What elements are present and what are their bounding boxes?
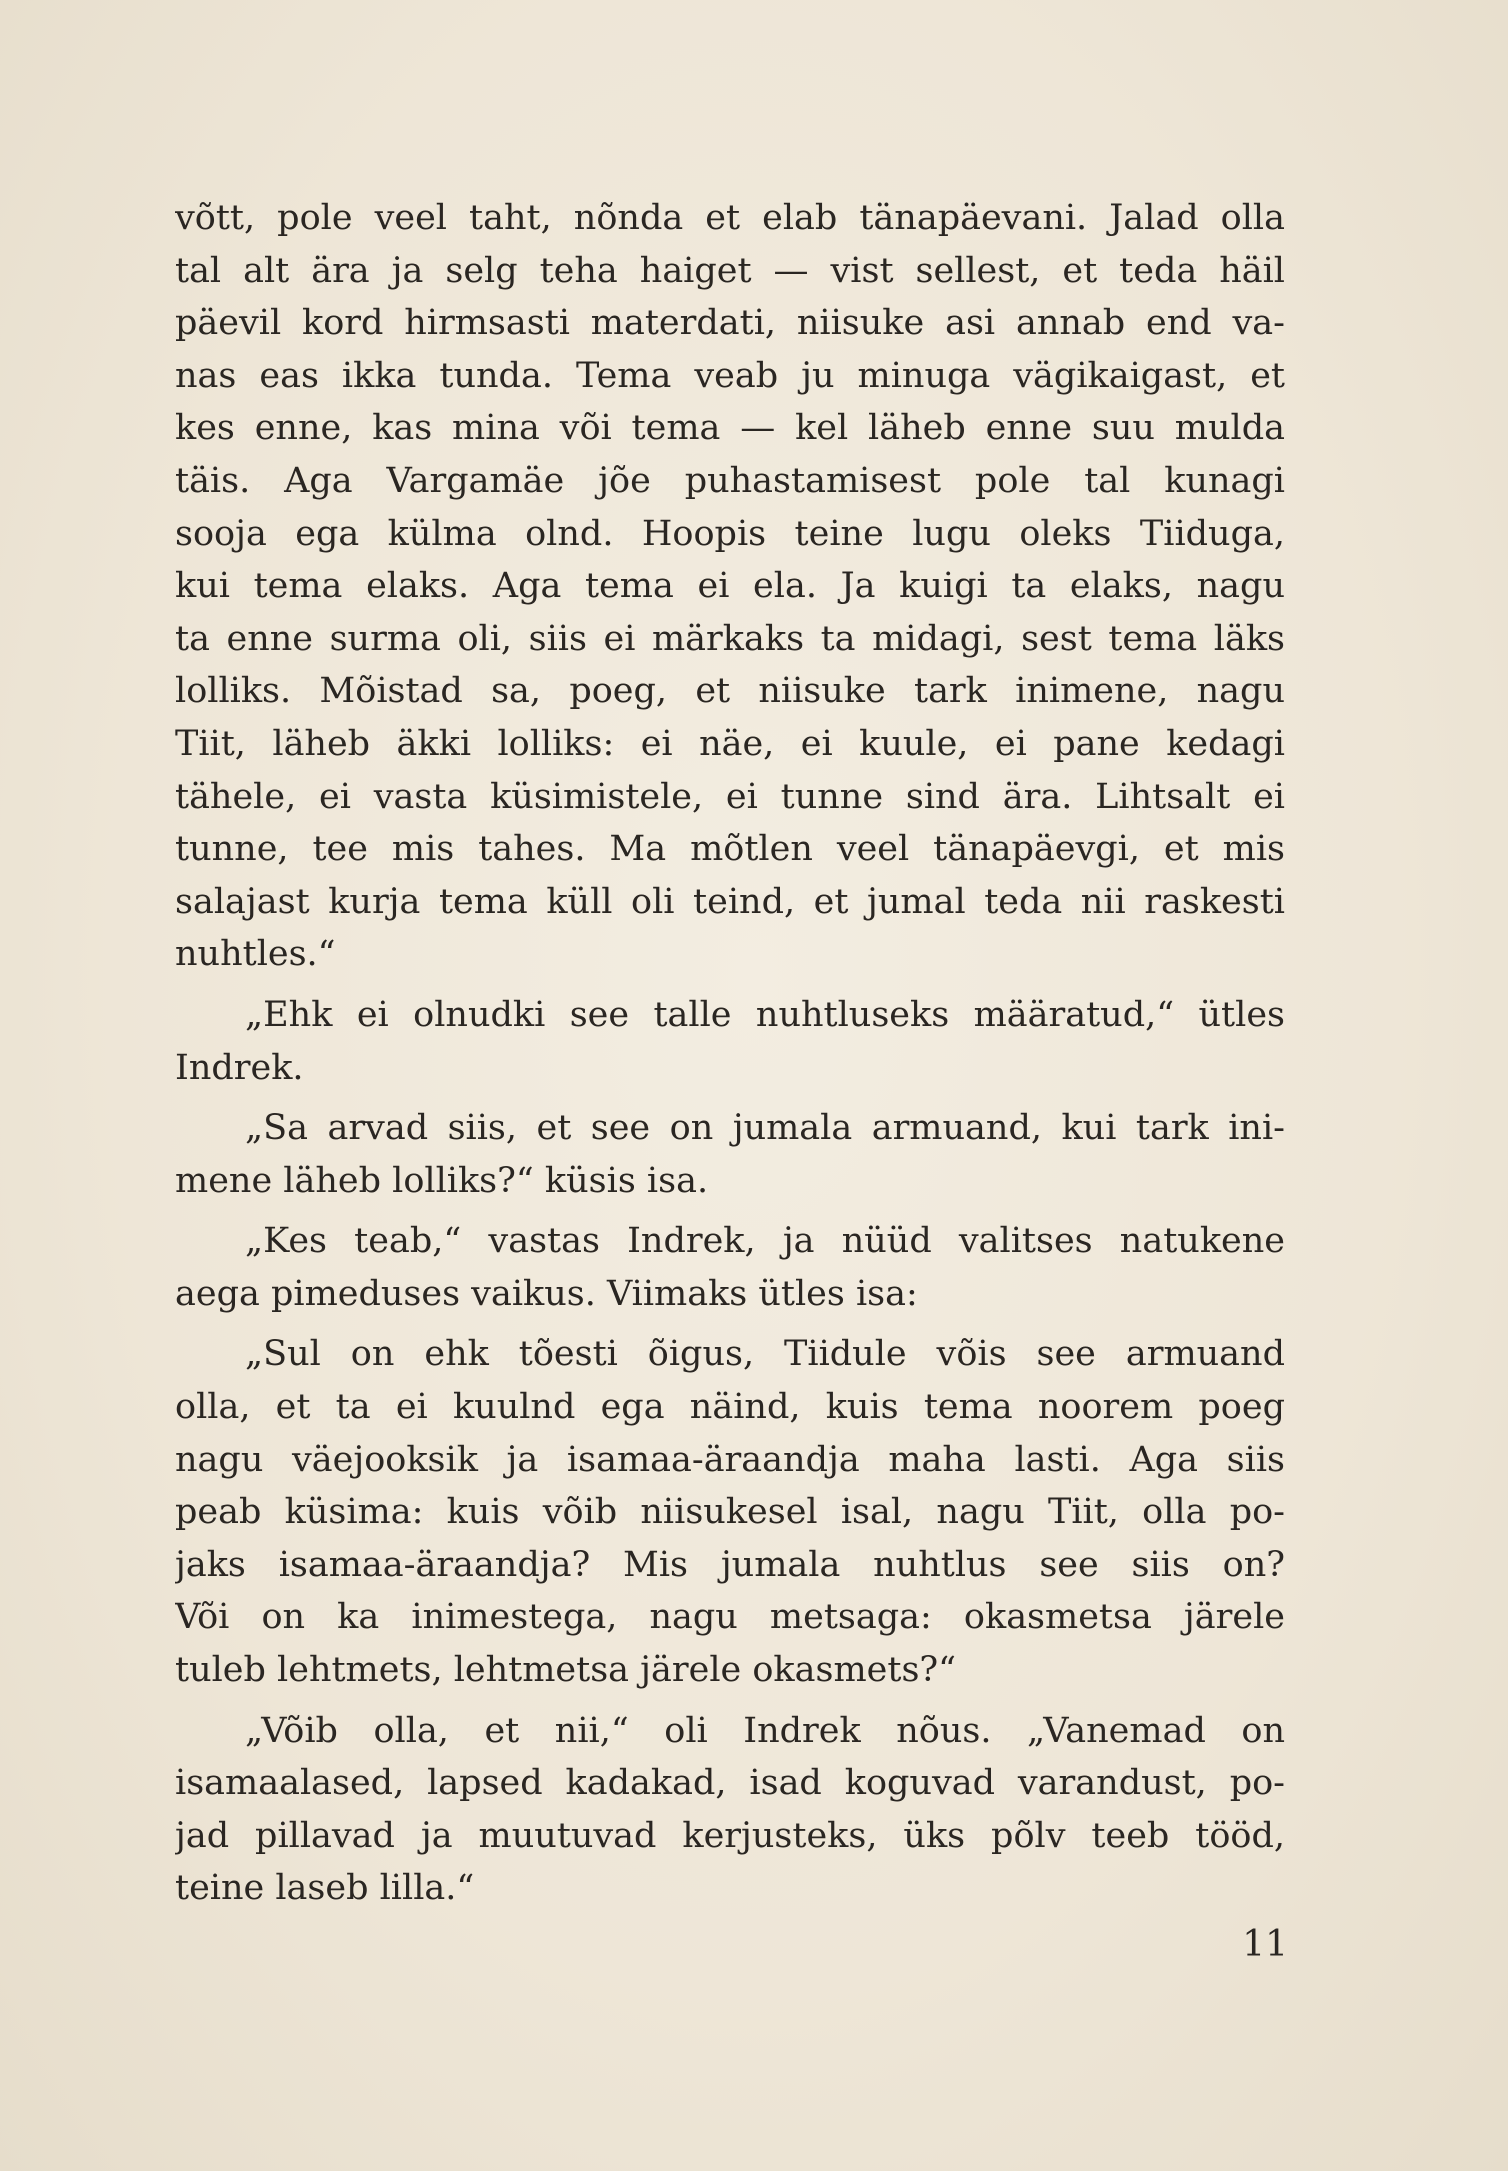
text-line: kes enne, kas mina või tema — kel läheb enne suu mulda	[175, 408, 1285, 449]
text-line: aega pimeduses vaikus. Viimaks ütles isa:	[175, 1273, 918, 1314]
text-line: Või on ka inimestega, nagu metsaga: okasmetsa järele	[175, 1597, 1285, 1638]
body-text	[175, 192, 1285, 1915]
text-line: jaks isamaa-äraandja? Mis jumala nuhtlus see siis on?	[175, 1544, 1285, 1585]
paragraph	[175, 1328, 1285, 1704]
text-line: lolliks. Mõistad sa, poeg, et niisuke tark inimene, nagu	[175, 671, 1285, 712]
text-line: päevil kord hirmsasti materdati, niisuke asi annab end va-	[175, 303, 1285, 344]
text-line: nuhtles.“	[175, 934, 336, 975]
text-line: täis. Aga Vargamäe jõe puhastamisest pole tal kunagi	[175, 460, 1285, 501]
text-line: sooja ega külma olnd. Hoopis teine lugu oleks Tiiduga,	[175, 513, 1285, 554]
text-line: salajast kurja tema küll oli teind, et jumal teda nii raskesti	[175, 881, 1285, 922]
text-line: nagu väejooksik ja isamaa-äraandja maha lasti. Aga siis	[175, 1439, 1285, 1480]
text-line: „Sul on ehk tõesti õigus, Tiidule võis see armuand	[245, 1334, 1285, 1375]
text-line: tal alt ära ja selg teha haiget — vist sellest, et teda häil	[175, 250, 1285, 291]
text-line: tunne, tee mis tahes. Ma mõtlen veel tänapäevgi, et mis	[175, 829, 1285, 870]
text-line: isamaalased, lapsed kadakad, isad koguvad varandust, po-	[175, 1763, 1285, 1804]
paragraph	[175, 1102, 1285, 1215]
text-line: nas eas ikka tunda. Tema veab ju minuga vägikaigast, et	[175, 355, 1285, 396]
paragraph	[175, 192, 1285, 989]
paragraph-gap	[175, 1094, 1285, 1102]
text-line: peab küsima: kuis võib niisukesel isal, nagu Tiit, olla po-	[175, 1492, 1285, 1533]
text-line: mene läheb lolliks?“ küsis isa.	[175, 1160, 709, 1201]
text-line: „Võib olla, et nii,“ oli Indrek nõus. „Vanemad on	[245, 1710, 1285, 1751]
text-line: Tiit, läheb äkki lolliks: ei näe, ei kuule, ei pane kedagi	[175, 723, 1285, 764]
text-line: kui tema elaks. Aga tema ei ela. Ja kuigi ta elaks, nagu	[175, 566, 1285, 607]
text-line: tuleb lehtmets, lehtmetsa järele okasmets?“	[175, 1650, 957, 1691]
paragraph-gap	[175, 1320, 1285, 1328]
paragraph	[175, 1705, 1285, 1915]
text-line: ta enne surma oli, siis ei märkaks ta midagi, sest tema läks	[175, 618, 1285, 659]
paragraph-gap	[175, 981, 1285, 989]
paragraph-gap	[175, 1207, 1285, 1215]
text-line: „Kes teab,“ vastas Indrek, ja nüüd valitses natukene	[245, 1221, 1285, 1262]
paragraph	[175, 1215, 1285, 1328]
text-line: jad pillavad ja muutuvad kerjusteks, üks põlv teeb tööd,	[175, 1815, 1285, 1856]
text-line: võtt, pole veel taht, nõnda et elab tänapäevani. Jalad olla	[175, 198, 1285, 238]
text-line: Indrek.	[175, 1047, 304, 1088]
text-line: „Ehk ei olnudki see talle nuhtluseks määratud,“ ütles	[245, 994, 1285, 1035]
text-line: tähele, ei vasta küsimistele, ei tunne sind ära. Lihtsalt ei	[175, 776, 1285, 817]
text-line: olla, et ta ei kuulnd ega näind, kuis tema noorem poeg	[175, 1387, 1285, 1428]
text-line: „Sa arvad siis, et see on jumala armuand, kui tark ini-	[245, 1108, 1285, 1149]
paragraph	[175, 989, 1285, 1102]
text-line: teine laseb lilla.“	[175, 1868, 475, 1909]
page-number: 11	[1242, 1924, 1288, 1965]
paragraph-gap	[175, 1697, 1285, 1705]
